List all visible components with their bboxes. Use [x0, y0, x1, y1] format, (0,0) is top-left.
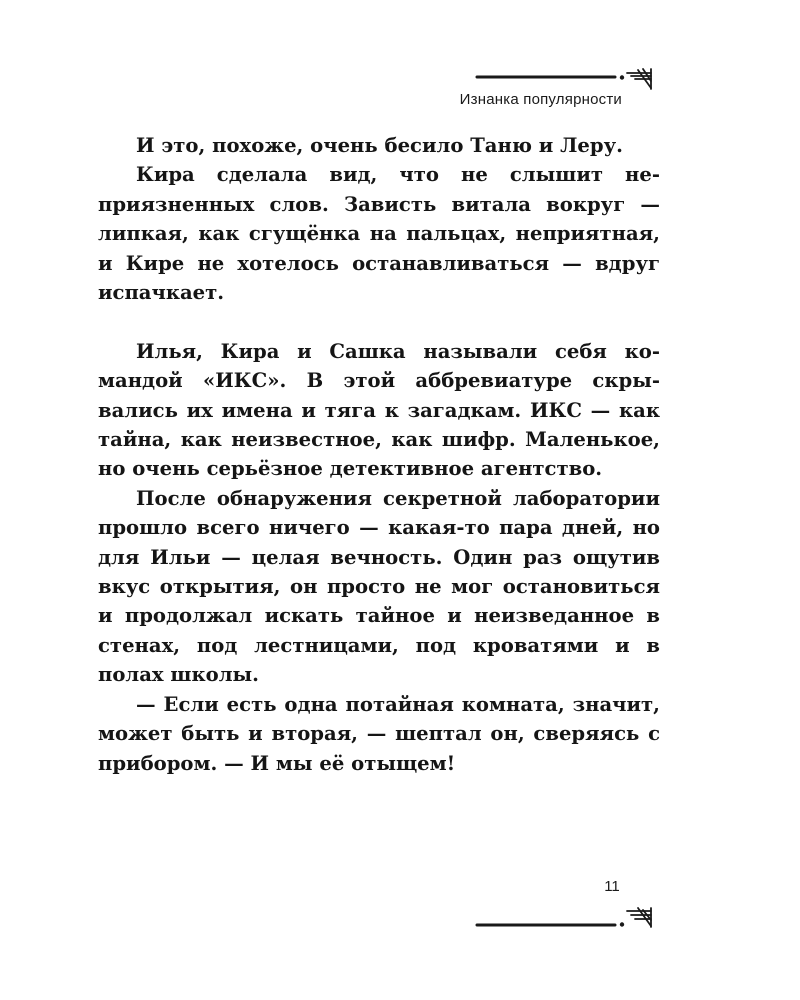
header-ornament-rule	[475, 66, 655, 90]
paragraph: Илья, Кира и Сашка называли себя командой «ИКС». В этой аббревиатуре скрывались их имена и тяга к загадкам. ИКС — как тайна, как неизвестное, как шифр. Маленькое, но очень серьёзное детективное агентство.	[98, 339, 660, 481]
sunburst-ornament-icon	[627, 69, 651, 89]
paragraph: После обнаружения секретной лаборатории прошло всего ничего — какая-то пара дней, но для Ильи — целая вечность. Один раз ощутив вкус открытия, он просто не мог остановиться и продолжал искать тайное и неизведанное в стенах, под лестницами, под кроватями и в полах школы.	[98, 486, 660, 687]
paragraph: — Если есть одна потайная комната, значит, может быть и вторая, — шептал он, сверяясь с прибором. — И мы её отыщем!	[98, 692, 660, 775]
page-number: 11	[604, 878, 620, 895]
paragraph: И это, похоже, очень бесило Таню и Леру.	[136, 134, 623, 157]
footer-rule-dot	[620, 922, 624, 926]
running-title: Изнанка популярности	[459, 91, 622, 108]
page-text	[98, 131, 660, 778]
header-rule-dot	[620, 75, 624, 79]
sunburst-ornament-icon	[627, 908, 651, 927]
paragraph: Кира сделала вид, что не слышит неприязненных слов. Зависть витала вокруг — липкая, как сгущёнка на пальцах, неприятная, и Кире не хотелось останавливаться — вдруг испачкает.	[98, 163, 660, 305]
footer-ornament-rule	[475, 900, 655, 934]
